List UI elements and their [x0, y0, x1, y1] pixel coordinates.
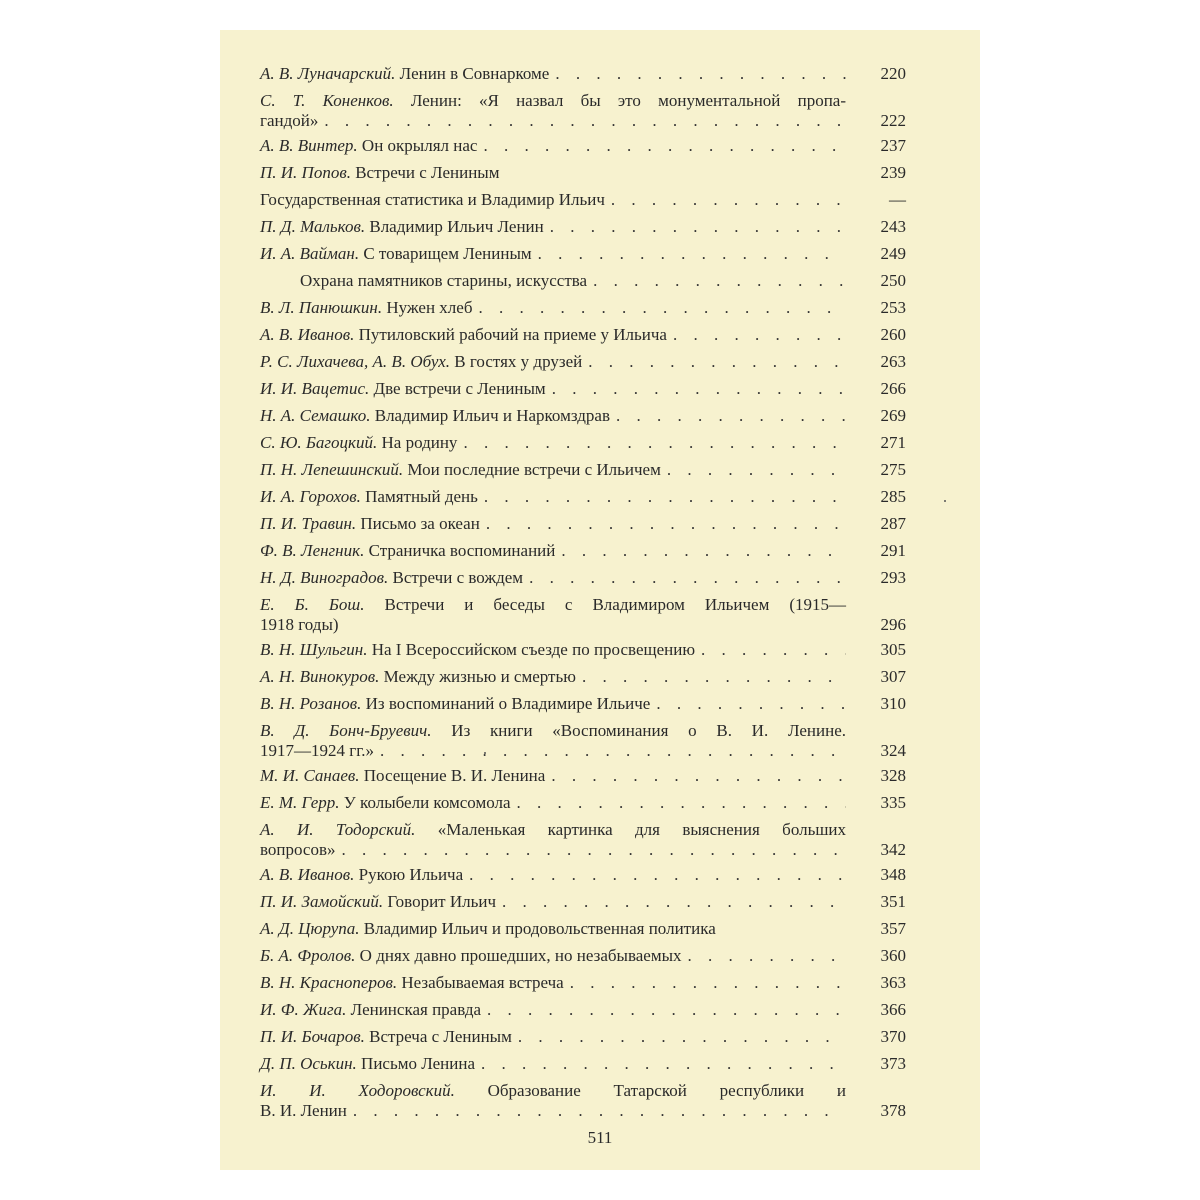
toc-entry: [260, 865, 906, 885]
toc-line: [260, 64, 846, 84]
toc-title: Письмо Ленина: [361, 1054, 476, 1073]
toc-page-number: 222: [880, 111, 906, 130]
toc-entry-text: [260, 1054, 846, 1074]
toc-entry-text: [260, 271, 846, 291]
toc-line-text: [260, 892, 496, 912]
toc-entry: [260, 1081, 906, 1121]
toc-entry: [260, 487, 906, 507]
toc-page-number: 342: [880, 840, 906, 859]
dot-leader: [673, 325, 846, 345]
toc-line: [260, 640, 846, 660]
toc-entry: [260, 667, 906, 687]
toc-line-text: [260, 487, 478, 507]
toc-title: Страничка воспоминаний: [368, 541, 556, 560]
toc-line: [260, 793, 846, 813]
toc-title: Образование Татарской республики и: [487, 1081, 846, 1100]
toc-entry: [260, 1027, 906, 1047]
toc-line: [260, 379, 846, 399]
toc-title: Встречи и беседы с Владимиром Ильичем (1915—: [384, 595, 846, 614]
toc-entry-text: [260, 379, 846, 399]
toc-author: Н. А. Семашко.: [260, 406, 371, 425]
toc-line: [260, 946, 846, 966]
toc-entry: [260, 820, 906, 860]
toc-title: Владимир Ильич Ленин: [369, 217, 544, 236]
toc-entry: [260, 973, 906, 993]
toc-line-text: [260, 1000, 481, 1020]
toc-line-text: [260, 793, 511, 813]
toc-page-number: 250: [880, 271, 906, 290]
toc-entry-text: [260, 892, 846, 912]
toc-page-number: 305: [880, 640, 906, 659]
toc-author: Н. Д. Виноградов.: [260, 568, 389, 587]
dot-leader: [611, 190, 846, 210]
toc-entry-text: [260, 793, 846, 813]
toc-entry-text: [260, 568, 846, 588]
toc-line: [260, 741, 846, 761]
toc-author: С. Т. Коненков.: [260, 91, 394, 110]
toc-author: П. Д. Мальков.: [260, 217, 366, 236]
toc-line: [260, 190, 846, 210]
toc-line: [260, 667, 846, 687]
toc-title: Посещение В. И. Ленина: [363, 766, 546, 785]
toc-author: А. И. Тодорский.: [260, 820, 416, 839]
toc-page-number: 271: [880, 433, 906, 452]
toc-line: [260, 487, 846, 507]
toc-page-number: 348: [880, 865, 906, 884]
toc-title: Две встречи с Лениным: [373, 379, 546, 398]
dot-leader: [484, 487, 846, 507]
toc-line-text: [260, 190, 605, 210]
toc-line: [260, 1000, 846, 1020]
toc-entry: [260, 298, 906, 318]
toc-title: Путиловский рабочий на приеме у Ильича: [358, 325, 667, 344]
toc-line: [260, 595, 846, 615]
toc-line: [260, 1054, 846, 1074]
dot-leader: [353, 1101, 846, 1121]
toc-line-text: [260, 946, 682, 966]
toc-line: [260, 721, 846, 741]
toc-line-text: [260, 352, 582, 372]
toc-entry: [260, 217, 906, 237]
toc-entry: [260, 244, 906, 264]
toc-title: Встречи с Лениным: [355, 163, 500, 182]
toc-entry: [260, 91, 906, 131]
toc-entry: [260, 1000, 906, 1020]
toc-line: [260, 1027, 846, 1047]
page-number: 511: [587, 1128, 613, 1147]
toc-entry: [260, 595, 906, 635]
toc-page-number: 266: [880, 379, 906, 398]
toc-title-cont: 1917—1924 гг.»: [260, 741, 375, 760]
toc-line: [260, 111, 846, 131]
toc-page-number: 351: [880, 892, 906, 911]
toc-entry-text: [260, 541, 846, 561]
toc-line: [260, 694, 846, 714]
toc-title: На I Всероссийском съезде по просвещению: [371, 640, 696, 659]
toc-entry: [260, 766, 906, 786]
toc-line-text: [260, 217, 544, 237]
toc-entry-text: [260, 694, 846, 714]
toc-page-number: 370: [880, 1027, 906, 1046]
toc-line-text: [260, 433, 457, 453]
toc-line-text: [260, 1054, 475, 1074]
toc-line-text: [260, 919, 716, 939]
toc-title: Между жизнью и смертью: [383, 667, 576, 686]
toc-entry: [260, 640, 906, 660]
dot-leader: [551, 766, 846, 786]
toc-page-number: 269: [880, 406, 906, 425]
toc-line: [260, 325, 846, 345]
toc-author: Р. С. Лихачева, А. В. Обух.: [260, 352, 451, 371]
toc-author: Е. М. Герр.: [260, 793, 340, 812]
toc-line-text: [260, 541, 555, 561]
toc-line: [260, 352, 846, 372]
toc-entry: [260, 433, 906, 453]
toc-line: [260, 541, 846, 561]
dot-leader: [582, 667, 846, 687]
toc-entry-text: [260, 325, 846, 345]
toc-page-number: —: [889, 190, 906, 209]
toc-line-text: [260, 514, 480, 534]
toc-title: Рукою Ильича: [358, 865, 464, 884]
toc-entry-text: [260, 298, 846, 318]
toc-author: В. Д. Бонч-Бруевич.: [260, 721, 432, 740]
toc-entry-text: [260, 406, 846, 426]
toc-page-number: 366: [880, 1000, 906, 1019]
toc-entry-text: [260, 1027, 846, 1047]
toc-author: Ф. В. Ленгник.: [260, 541, 365, 560]
toc-page-number: 296: [880, 615, 906, 634]
dot-leader: [481, 1054, 846, 1074]
toc-author: И. Ф. Жига.: [260, 1000, 347, 1019]
toc-author: М. И. Санаев.: [260, 766, 360, 785]
toc-title: Нужен хлеб: [386, 298, 473, 317]
toc-page-number: 260: [880, 325, 906, 344]
toc-line-text: [260, 379, 546, 399]
toc-line: [260, 244, 846, 264]
toc-author: И. И. Ходоровский.: [260, 1081, 455, 1100]
toc-line: [260, 271, 846, 291]
toc-entry-text: [260, 721, 846, 761]
toc-title: Из книги «Воспоминания о В. И. Ленине.: [451, 721, 846, 740]
toc-entry-text: [260, 190, 846, 210]
toc-author: П. Н. Лепешинский.: [260, 460, 404, 479]
toc-title: С товарищем Лениным: [363, 244, 532, 263]
toc-author: С. Ю. Багоцкий.: [260, 433, 378, 452]
toc-entry: [260, 163, 906, 183]
toc-author: Б. А. Фролов.: [260, 946, 356, 965]
toc-entry: [260, 568, 906, 588]
dot-leader: [483, 136, 846, 156]
toc-line-text: [260, 667, 576, 687]
toc-entry: [260, 325, 906, 345]
toc-title-cont: 1918 годы): [260, 615, 339, 634]
toc-author: П. И. Травин.: [260, 514, 357, 533]
toc-title: Встреча с Лениным: [369, 1027, 512, 1046]
toc-page-number: 253: [880, 298, 906, 317]
toc-entry-text: [260, 460, 846, 480]
toc-line-text: [260, 244, 532, 264]
toc-line-text: [260, 298, 472, 318]
toc-entry-text: [260, 865, 846, 885]
toc-page-number: 307: [880, 667, 906, 686]
toc-page-number: 357: [880, 919, 906, 938]
dot-leader: [463, 433, 846, 453]
toc-page-number: 220: [880, 64, 906, 83]
toc-entry-text: [260, 1000, 846, 1020]
toc-line-text: [260, 271, 587, 291]
dot-leader: [555, 64, 846, 84]
toc-page-number: 285: [880, 487, 906, 506]
toc-page-number: 363: [880, 973, 906, 992]
toc-entry: [260, 892, 906, 912]
toc-page-number: 263: [880, 352, 906, 371]
toc-page-number: 287: [880, 514, 906, 533]
toc-entry: [260, 406, 906, 426]
toc-title: Ленин: «Я назвал бы это монументальной пропа-: [410, 91, 846, 110]
toc-page-number: 373: [880, 1054, 906, 1073]
dot-leader: [487, 1000, 846, 1020]
toc-entry: [260, 460, 906, 480]
toc-line: [260, 892, 846, 912]
toc-title: Письмо за океан: [360, 514, 480, 533]
dot-leader: [342, 840, 846, 860]
toc-author: А. В. Винтер.: [260, 136, 358, 155]
toc-title-cont: вопросов»: [260, 840, 336, 859]
toc-entry-text: [260, 136, 846, 156]
toc-title: Он окрылял нас: [361, 136, 478, 155]
toc-author: А. Н. Винокуров.: [260, 667, 380, 686]
toc-entry-text: [260, 1081, 846, 1121]
toc-page-number: 360: [880, 946, 906, 965]
toc-line-text: [260, 460, 661, 480]
toc-title: Памятный день: [365, 487, 478, 506]
toc-title: Владимир Ильич и продовольственная политика: [363, 919, 716, 938]
toc-line-text: [260, 694, 650, 714]
toc-title: Встречи с вождем: [392, 568, 524, 587]
toc-line-text: [260, 568, 523, 588]
dot-leader: [502, 892, 846, 912]
toc-title: Из воспоминаний о Владимире Ильиче: [365, 694, 651, 713]
toc-author: П. И. Попов.: [260, 163, 351, 182]
toc-line: [260, 1101, 846, 1121]
table-of-contents: [260, 64, 906, 1126]
dot-leader: [701, 640, 846, 660]
toc-line: [260, 298, 846, 318]
dot-leader: [588, 352, 846, 372]
toc-author: А. Д. Цюрупа.: [260, 919, 360, 938]
toc-page-number: 237: [880, 136, 906, 155]
toc-title: Владимир Ильич и Наркомздрав: [374, 406, 610, 425]
toc-title: Ленин в Совнаркоме: [399, 64, 550, 83]
toc-line-text: [260, 973, 564, 993]
dot-leader: [593, 271, 846, 291]
toc-line-text: [260, 865, 463, 885]
book-page: [220, 30, 980, 1170]
toc-page-number: 249: [880, 244, 906, 263]
toc-line: [260, 919, 846, 939]
dot-leader: [324, 111, 846, 131]
dot-leader: [616, 406, 846, 426]
toc-entry-text: [260, 487, 846, 507]
toc-title: Охрана памятников старины, искусства: [300, 271, 588, 290]
toc-entry-text: [260, 595, 846, 635]
dot-leader: [380, 741, 846, 761]
toc-author: И. А. Вайман.: [260, 244, 360, 263]
toc-title: Незабываемая встреча: [401, 973, 564, 992]
toc-entry: [260, 793, 906, 813]
print-speck: [484, 752, 486, 754]
toc-title: Государственная статистика и Владимир Ильич: [260, 190, 605, 209]
toc-author: Д. П. Оськин.: [260, 1054, 357, 1073]
toc-entry: [260, 1054, 906, 1074]
toc-line: [260, 460, 846, 480]
dot-leader: [538, 244, 846, 264]
toc-entry-text: [260, 766, 846, 786]
toc-page-number: 239: [880, 163, 906, 182]
toc-page-number: 275: [880, 460, 906, 479]
toc-author: И. И. Вацетис.: [260, 379, 370, 398]
toc-entry: [260, 136, 906, 156]
toc-line-text: [260, 640, 695, 660]
toc-entry-text: [260, 64, 846, 84]
toc-page-number: 324: [880, 741, 906, 760]
toc-line: [260, 406, 846, 426]
toc-entry: [260, 541, 906, 561]
toc-page-number: 310: [880, 694, 906, 713]
toc-entry-text: [260, 973, 846, 993]
toc-title: Мои последние встречи с Ильичем: [407, 460, 661, 479]
toc-entry-text: [260, 91, 846, 131]
toc-line: [260, 840, 846, 860]
toc-line: [260, 766, 846, 786]
toc-title-cont: гандой»: [260, 111, 319, 130]
toc-title: О днях давно прошедших, но незабываемых: [359, 946, 682, 965]
toc-entry-text: [260, 433, 846, 453]
toc-line: [260, 163, 846, 183]
toc-entry-text: [260, 352, 846, 372]
toc-author: В. Н. Розанов.: [260, 694, 362, 713]
dot-leader: [561, 541, 846, 561]
toc-author: Е. Б. Бош.: [260, 595, 365, 614]
toc-entry: [260, 694, 906, 714]
toc-title: Говорит Ильич: [387, 892, 497, 911]
toc-entry: [260, 352, 906, 372]
toc-title-cont: В. И. Ленин: [260, 1101, 347, 1120]
toc-page-number: 328: [880, 766, 906, 785]
dot-leader: [469, 865, 846, 885]
toc-entry-text: [260, 667, 846, 687]
toc-entry-text: [260, 640, 846, 660]
toc-author: А. В. Иванов.: [260, 325, 355, 344]
toc-page-number: 378: [880, 1101, 906, 1120]
toc-entry-text: [260, 919, 846, 939]
toc-line-text: [260, 163, 500, 183]
toc-title: «Маленькая картинка для выяснения больших: [437, 820, 847, 839]
dot-leader: [517, 793, 846, 813]
toc-author: В. Н. Красноперов.: [260, 973, 398, 992]
toc-line: [260, 136, 846, 156]
dot-leader: [656, 694, 846, 714]
toc-author: П. И. Замойский.: [260, 892, 384, 911]
toc-page-number: 291: [880, 541, 906, 560]
toc-author: П. И. Бочаров.: [260, 1027, 365, 1046]
dot-leader: [529, 568, 846, 588]
toc-title: На родину: [381, 433, 458, 452]
toc-entry: [260, 190, 906, 210]
toc-line: [260, 433, 846, 453]
toc-entry-text: [260, 514, 846, 534]
dot-leader: [552, 379, 846, 399]
toc-page-number: 243: [880, 217, 906, 236]
toc-entry-text: [260, 217, 846, 237]
toc-entry: [260, 514, 906, 534]
toc-entry: [260, 946, 906, 966]
toc-author: В. Н. Шульгин.: [260, 640, 368, 659]
toc-line-text: [260, 406, 610, 426]
toc-entry: [260, 379, 906, 399]
toc-entry: [260, 64, 906, 84]
toc-author: В. Л. Панюшкин.: [260, 298, 383, 317]
toc-line: [260, 91, 846, 111]
toc-author: И. А. Горохов.: [260, 487, 361, 506]
toc-author: А. В. Иванов.: [260, 865, 355, 884]
toc-line: [260, 514, 846, 534]
toc-entry-text: [260, 820, 846, 860]
toc-line: [260, 615, 846, 635]
print-speck: [944, 500, 946, 502]
toc-line: [260, 820, 846, 840]
dot-leader: [550, 217, 846, 237]
toc-line-text: [260, 136, 477, 156]
dot-leader: [688, 946, 846, 966]
toc-page-number: 335: [880, 793, 906, 812]
toc-line: [260, 865, 846, 885]
toc-line: [260, 973, 846, 993]
toc-entry: [260, 271, 906, 291]
toc-entry-text: [260, 244, 846, 264]
toc-line-text: [260, 1027, 512, 1047]
toc-title: У колыбели комсомола: [343, 793, 511, 812]
toc-title: В гостях у друзей: [454, 352, 583, 371]
toc-line: [260, 568, 846, 588]
toc-line: [260, 217, 846, 237]
toc-line-text: [260, 64, 549, 84]
toc-line: [260, 1081, 846, 1101]
dot-leader: [518, 1027, 846, 1047]
dot-leader: [570, 973, 846, 993]
dot-leader: [667, 460, 846, 480]
toc-author: А. В. Луначарский.: [260, 64, 396, 83]
dot-leader: [478, 298, 846, 318]
toc-page-number: 293: [880, 568, 906, 587]
toc-line-text: [260, 325, 667, 345]
toc-line-text: [260, 766, 545, 786]
toc-entry: [260, 721, 906, 761]
toc-entry-text: [260, 946, 846, 966]
toc-entry: [260, 919, 906, 939]
dot-leader: [486, 514, 846, 534]
toc-title: Ленинская правда: [350, 1000, 482, 1019]
toc-entry-text: [260, 163, 846, 183]
